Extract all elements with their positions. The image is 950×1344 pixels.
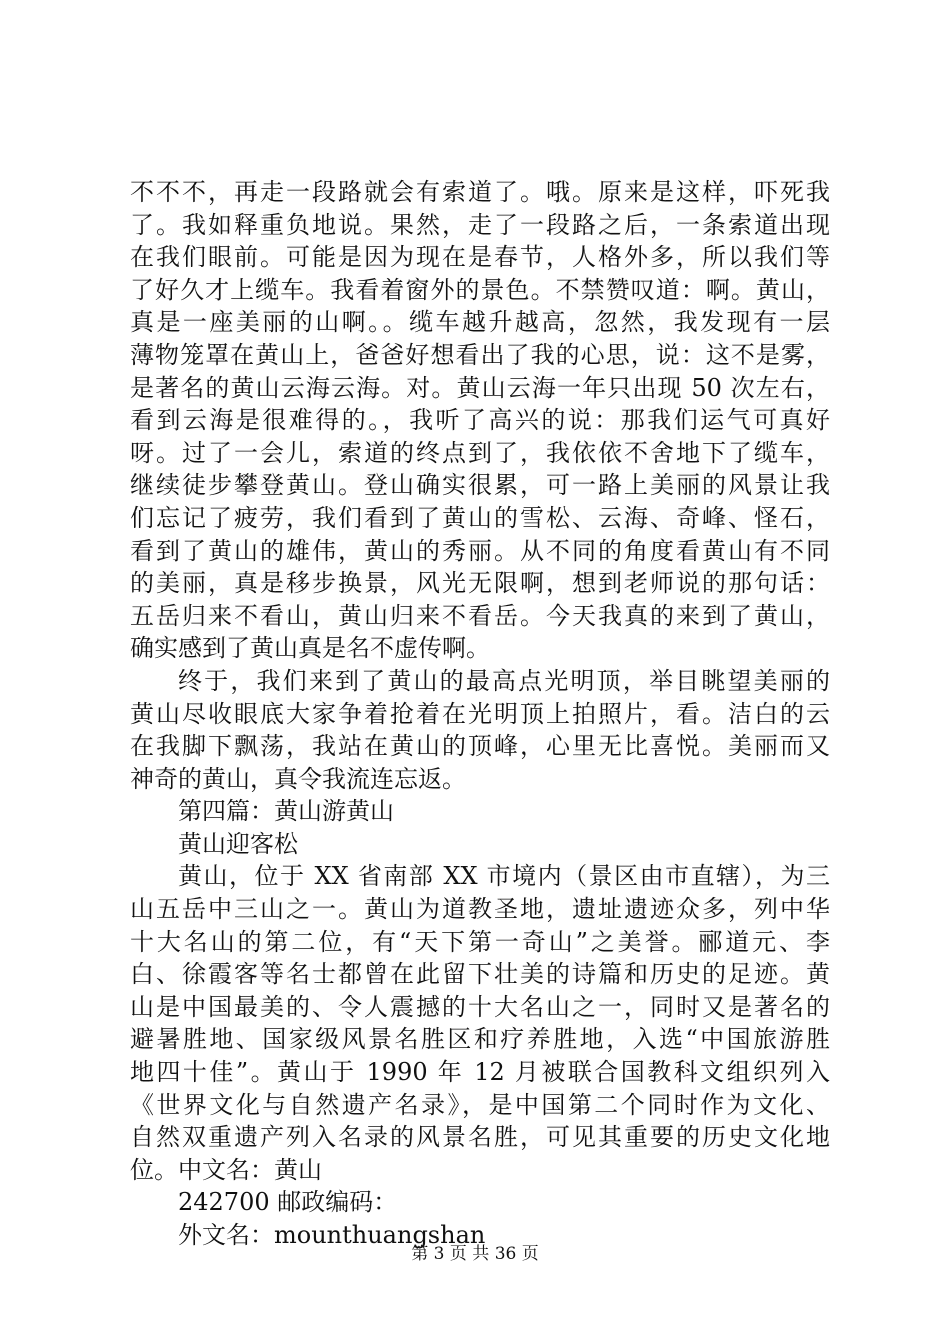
text-line: 黄山迎客松 [178,829,298,858]
text-line: 黄山，位于 XX 省南部 XX 市境内（景区由市直辖），为三 [178,862,830,891]
text-line: 242700 邮政编码： [178,1188,398,1217]
document-body [130,176,830,1252]
text-line: 了好久才上缆车。我看着窗外的景色。不禁赞叹道：啊。黄山， [130,275,830,304]
text-line: 神奇的黄山，真令我流连忘返。 [130,764,466,793]
text-line: 白、徐霞客等名士都曾在此留下壮美的诗篇和历史的足迹。黄 [130,960,830,989]
text-line: 们忘记了疲劳，我们看到了黄山的雪松、云海、奇峰、怪石， [130,503,830,532]
page-number-footer: 第 3 页 共 36 页 [411,1244,539,1264]
text-line: 的美丽，真是移步换景，风光无限啊，想到老师说的那句话： [130,569,830,598]
text-line: 外文名：mounthuangshan [178,1221,486,1249]
text-line: 是著名的黄山云海云海。对。黄山云海一年只出现 50 次左右， [130,373,830,402]
text-line: 第四篇：黄山游黄山 [178,797,394,826]
text-line: 地四十佳”。黄山于 1990 年 12 月被联合国教科文组织列入 [130,1058,830,1087]
text-line: 十大名山的第二位，有“天下第一奇山”之美誉。郦道元、李 [130,927,830,956]
text-line: 真是一座美丽的山啊。。缆车越升越高，忽然，我发现有一层 [130,308,830,337]
text-line: 山是中国最美的、令人震撼的十大名山之一，同时又是著名的 [130,992,830,1021]
text-line: 薄物笼罩在黄山上，爸爸好想看出了我的心思，说：这不是雾， [130,340,830,369]
text-line: 自然双重遗产列入名录的风景名胜，可见其重要的历史文化地 [130,1123,830,1152]
text-line: 不不不，再走一段路就会有索道了。哦。原来是这样，吓死我 [130,178,830,206]
text-line: 呀。过了一会儿，索道的终点到了，我依依不舍地下了缆车， [130,438,830,467]
text-line: 在我脚下飘荡，我站在黄山的顶峰，心里无比喜悦。美丽而又 [130,732,830,761]
text-line: 位。中文名：黄山 [130,1155,322,1184]
text-line: 继续徒步攀登黄山。登山确实很累，可一路上美丽的风景让我 [130,471,830,500]
text-line: 五岳归来不看山，黄山归来不看岳。今天我真的来到了黄山， [130,601,830,630]
text-line: 黄山尽收眼底大家争着抢着在光明顶上拍照片，看。洁白的云 [130,699,830,728]
text-line: 《世界文化与自然遗产名录》，是中国第二个同时作为文化、 [130,1090,830,1119]
text-line: 在我们眼前。可能是因为现在是春节，人格外多，所以我们等 [130,243,830,272]
text-line: 了。我如释重负地说。果然，走了一段路之后，一条索道出现 [130,210,830,239]
text-line: 确实感到了黄山真是名不虚传啊。 [130,634,490,663]
text-line: 看到云海是很难得的。，我听了高兴的说：那我们运气可真好 [130,406,830,435]
text-line: 山五岳中三山之一。黄山为道教圣地，遗址遗迹众多，列中华 [130,895,830,924]
text-line: 避暑胜地、国家级风景名胜区和疗养胜地，入选“中国旅游胜 [130,1025,830,1054]
text-line: 看到了黄山的雄伟，黄山的秀丽。从不同的角度看黄山有不同 [130,536,830,565]
text-line: 终于，我们来到了黄山的最高点光明顶，举目眺望美丽的 [178,666,830,695]
